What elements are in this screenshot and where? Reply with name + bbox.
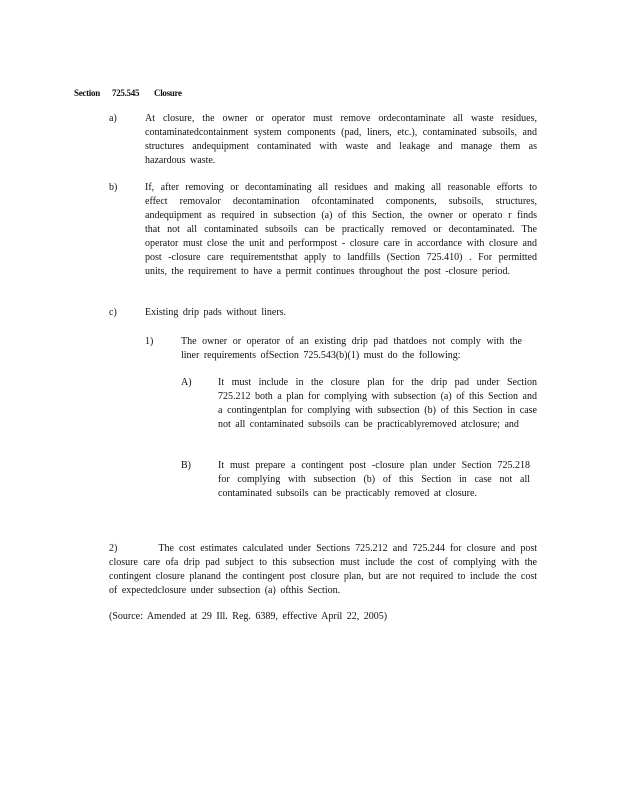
subsection-c2-paragraph [109,542,537,598]
subsection-A-text: It must include in the closure plan for the drip pad under Section 725.212 both a plan for complying with subsection (a) of this Section and a contingentplan for complying with subsection (b) of this Section in case not all contaminated subsoils can be practicablyremoved atclosure; and [218,377,537,430]
subsection-a-text: At closure, the owner or operator must remove ordecontaminate all waste residues, contaminatedcontainment system components (pad, liners, etc.), contaminated subsoils, and structures andequipment contaminated with waste and leakage and manage them as hazardous waste. [145,113,537,166]
subsection-A-label: A) [181,377,192,388]
subsection-c1-text: The owner or operator of an existing drip pad thatdoes not comply with the liner requirements ofSection 725.543(b)(1) must do the following: [181,336,522,361]
section-word: Section [74,88,100,98]
section-heading [74,88,182,98]
subsection-c-label: c) [109,307,117,318]
subsection-c2-label: 2) [109,543,118,554]
subsection-c2-text: The cost estimates calculated under Sections 725.212 and 725.244 for closure and post closure care ofa drip pad subject to this subsection must include the cost of complying with the contingent closure planand the contingent post closure plan, but are not required to include the cost of expectedclosure under subsection (a) ofthis Section. [109,543,538,596]
section-title: Closure [154,88,182,98]
source-note: (Source: Amended at 29 Ill. Reg. 6389, effective April 22, 2005) [109,611,388,622]
subsection-c1-label: 1) [145,336,154,347]
subsection-b-text: If, after removing or decontaminating all residues and making all reasonable efforts to effect removalor decontamination ofcontaminated components, subsoils, structures, andequipment as required in subsection (a) of this Section, the owner or operato r finds that not all contaminated subsoils can be practically removed or decontaminated. The operator must close the unit and performpost - closure care in accordance with closure and post -closure care requirementsthat apply to landfills (Section 725.410) . For permitted units, the requirement to have a permit continues throughout the post -closure period. [145,182,537,277]
subsection-B-label: B) [181,460,191,471]
subsection-c-text: Existing drip pads without liners. [145,307,287,318]
subsection-a-label: a) [109,113,117,124]
section-number: 725.545 [112,88,140,98]
subsection-B-text: It must prepare a contingent post -closure plan under Section 725.218 for complying with subsection (b) of this Section in case not all contaminated subsoils can be practicably removed at closure. [218,460,530,499]
subsection-b-label: b) [109,182,118,193]
